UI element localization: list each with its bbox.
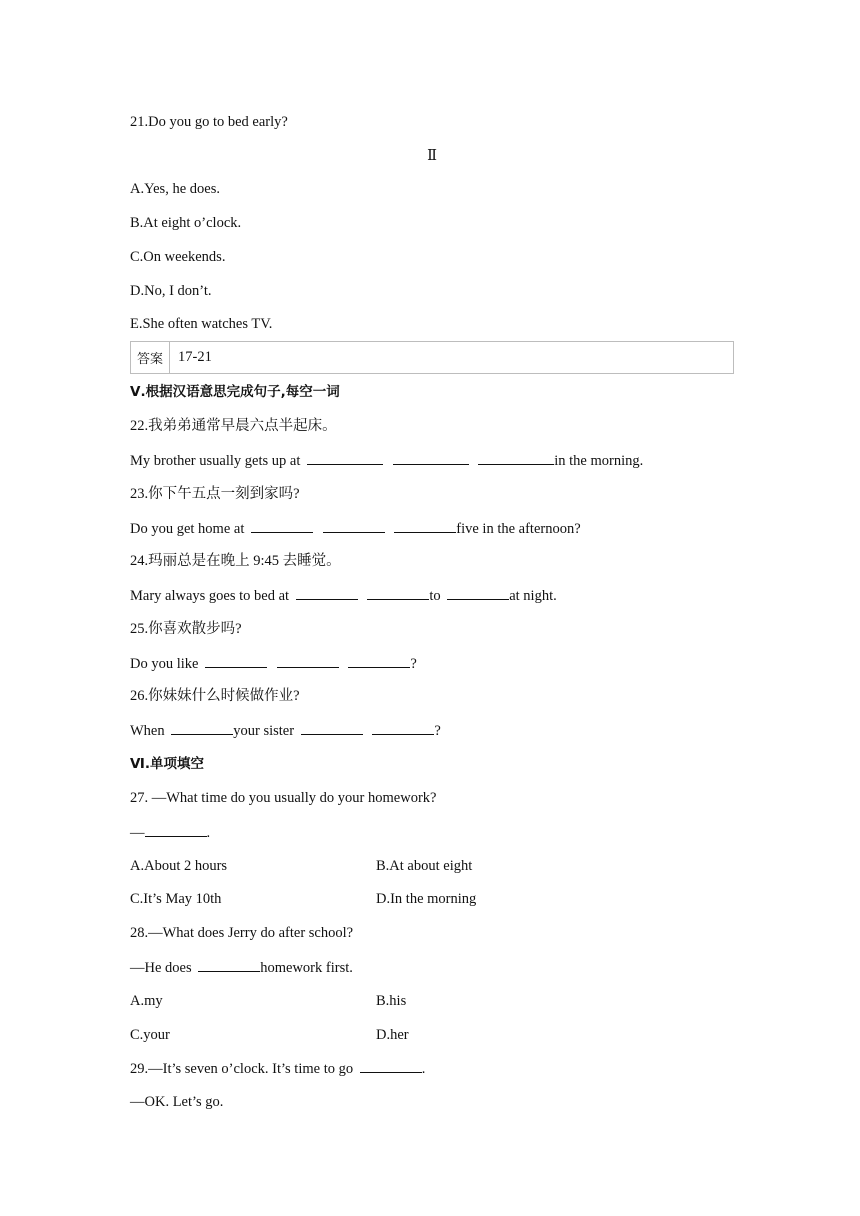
question-23-cn: 23.你下午五点一刻到家吗?: [130, 486, 300, 502]
blank[interactable]: [307, 450, 383, 465]
blank[interactable]: [348, 653, 410, 668]
q29-text-end: .: [421, 1061, 426, 1077]
section-marker: Ⅱ: [427, 148, 437, 164]
question-25-cn: 25.你喜欢散步吗?: [130, 621, 242, 637]
option-27-b[interactable]: B.At about eight: [376, 858, 473, 874]
q29-text-start: 29.—It’s seven o’clock. It’s time to go: [130, 1061, 354, 1077]
option-c: C.On weekends.: [130, 249, 226, 265]
blank[interactable]: [301, 720, 363, 735]
q28-reply-start: —He does: [130, 960, 192, 976]
option-d: D.No, I don’t.: [130, 283, 212, 299]
question-21: 21.Do you go to bed early?: [130, 114, 288, 130]
question-27: 27. —What time do you usually do your homework?: [130, 790, 437, 806]
answer-box: [130, 341, 734, 374]
blank[interactable]: [198, 957, 260, 972]
question-26-cn: 26.你妹妹什么时候做作业?: [130, 688, 300, 704]
blank[interactable]: [251, 518, 313, 533]
question-27-reply: [130, 822, 210, 843]
option-e: E.She often watches TV.: [130, 316, 273, 332]
blank[interactable]: [360, 1058, 422, 1073]
q24-text-mid: to: [429, 588, 441, 604]
blank[interactable]: [393, 450, 469, 465]
blank[interactable]: [205, 653, 267, 668]
question-23-en: [130, 518, 581, 539]
option-28-b[interactable]: B.his: [376, 993, 407, 1009]
q27-reply-prefix: —: [130, 825, 145, 841]
blank[interactable]: [323, 518, 385, 533]
q26-text-mid: your sister: [233, 723, 295, 739]
option-27-d[interactable]: D.In the morning: [376, 891, 477, 907]
q24-text-start: Mary always goes to bed at: [130, 588, 290, 604]
question-29: [130, 1058, 425, 1079]
blank[interactable]: [478, 450, 554, 465]
question-28-reply: [130, 957, 353, 978]
q23-text-start: Do you get home at: [130, 521, 245, 537]
q27-reply-end: .: [206, 825, 211, 841]
q28-reply-end: homework first.: [260, 960, 353, 976]
q24-text-end: at night.: [509, 588, 557, 604]
option-28-d[interactable]: D.her: [376, 1027, 409, 1043]
question-28: 28.—What does Jerry do after school?: [130, 925, 354, 941]
question-24-cn: 24.玛丽总是在晚上 9:45 去睡觉。: [130, 553, 341, 569]
q25-text-end: ?: [410, 656, 417, 672]
blank[interactable]: [171, 720, 233, 735]
q22-text-end: in the morning.: [554, 453, 644, 469]
option-28-c[interactable]: C.your: [130, 1027, 170, 1043]
q22-text-start: My brother usually gets up at: [130, 453, 301, 469]
question-22-en: [130, 450, 643, 471]
answer-label: 答案: [131, 342, 170, 373]
q23-text-end: five in the afternoon?: [456, 521, 581, 537]
blank[interactable]: [367, 585, 429, 600]
blank[interactable]: [277, 653, 339, 668]
section-5-heading: Ⅴ.根据汉语意思完成句子,每空一词: [130, 384, 340, 400]
question-24-en: [130, 585, 557, 606]
question-22-cn: 22.我弟弟通常早晨六点半起床。: [130, 418, 337, 434]
question-26-en: [130, 720, 441, 741]
blank[interactable]: [296, 585, 358, 600]
blank[interactable]: [145, 822, 207, 837]
q25-text-start: Do you like: [130, 656, 199, 672]
option-27-c[interactable]: C.It’s May 10th: [130, 891, 222, 907]
q26-text-end: ?: [434, 723, 441, 739]
blank[interactable]: [372, 720, 434, 735]
option-a: A.Yes, he does.: [130, 181, 220, 197]
q26-text-start: When: [130, 723, 165, 739]
section-6-heading: Ⅵ.单项填空: [130, 756, 204, 772]
option-28-a[interactable]: A.my: [130, 993, 163, 1009]
question-29-reply: —OK. Let’s go.: [130, 1094, 224, 1110]
option-27-a[interactable]: A.About 2 hours: [130, 858, 228, 874]
question-25-en: [130, 653, 417, 674]
blank[interactable]: [447, 585, 509, 600]
answer-value: 17-21: [178, 349, 212, 365]
blank[interactable]: [394, 518, 456, 533]
option-b: B.At eight o’clock.: [130, 215, 242, 231]
